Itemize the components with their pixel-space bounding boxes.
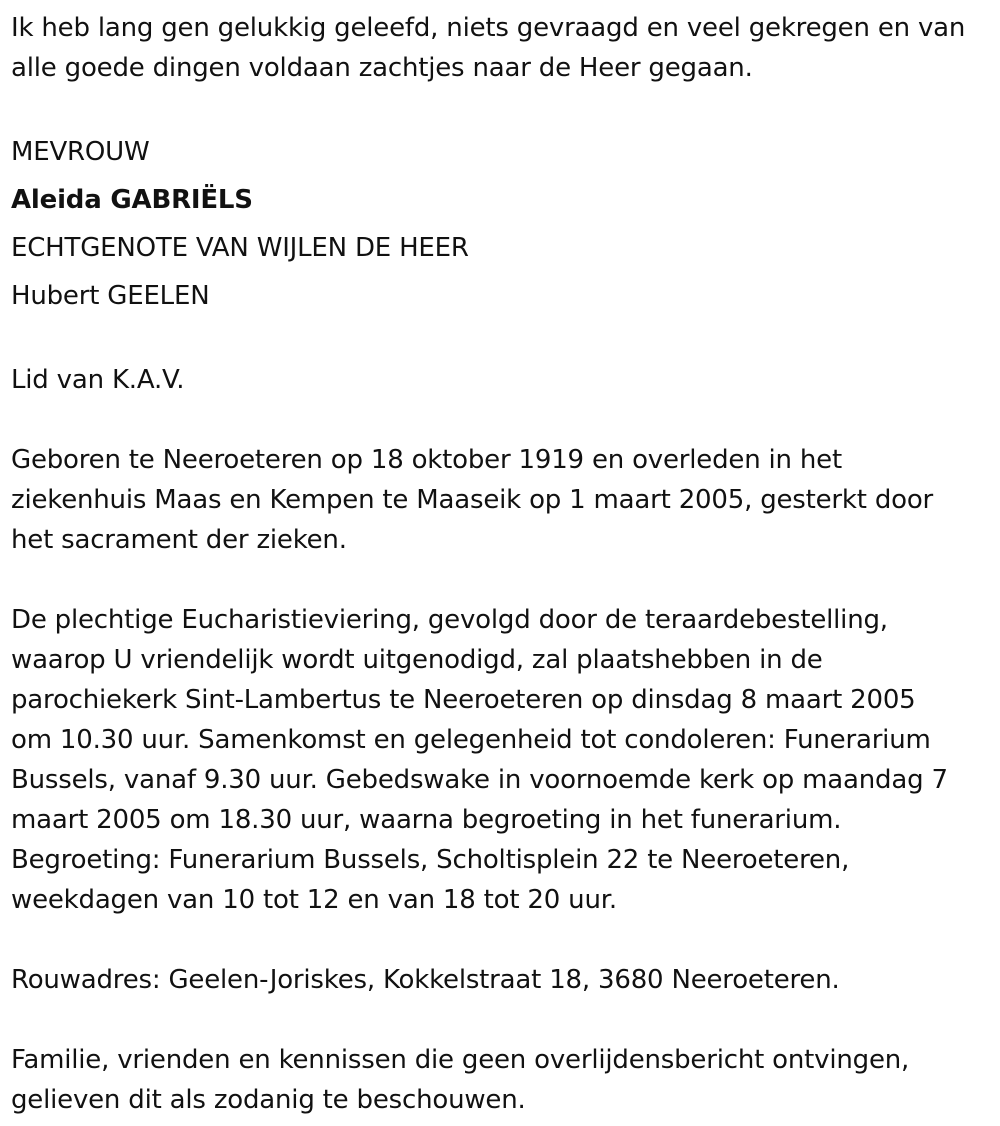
spouse-name: Hubert GEELEN bbox=[11, 281, 210, 311]
ceremony-line: parochiekerk Sint-Lambertus te Neeroeteren op dinsdag 8 maart 2005 bbox=[11, 685, 916, 715]
closing-line: Familie, vrienden en kennissen die geen overlijdensbericht ontvingen, bbox=[11, 1045, 910, 1075]
relation: ECHTGENOTE VAN WIJLEN DE HEER bbox=[11, 233, 469, 263]
ceremony-paragraph bbox=[11, 600, 996, 920]
closing-line: gelieven dit als zodanig te beschouwen. bbox=[11, 1085, 526, 1115]
ceremony-line: De plechtige Eucharistieviering, gevolgd door de teraardebestelling, bbox=[11, 605, 888, 635]
membership-paragraph bbox=[11, 360, 996, 400]
opening-verse bbox=[11, 8, 996, 88]
mourning-address: Rouwadres: Geelen-Joriskes, Kokkelstraat 18, 3680 Neeroeteren. bbox=[11, 965, 840, 995]
ceremony-line: om 10.30 uur. Samenkomst en gelegenheid tot condoleren: Funerarium bbox=[11, 725, 931, 755]
mourning-address-paragraph bbox=[11, 960, 996, 1000]
death-notice bbox=[11, 8, 996, 1120]
opening-line: alle goede dingen voldaan zachtjes naar de Heer gegaan. bbox=[11, 53, 753, 83]
membership: Lid van K.A.V. bbox=[11, 365, 185, 395]
ceremony-line: weekdagen van 10 tot 12 en van 18 tot 20 uur. bbox=[11, 885, 617, 915]
ceremony-line: maart 2005 om 18.30 uur, waarna begroeting in het funerarium. bbox=[11, 805, 842, 835]
birth-death-paragraph bbox=[11, 440, 996, 560]
birth-death-line: het sacrament der zieken. bbox=[11, 525, 347, 555]
deceased-block bbox=[11, 128, 996, 320]
deceased-name: Aleida GABRIËLS bbox=[11, 185, 253, 215]
birth-death-line: Geboren te Neeroeteren op 18 oktober 1919 en overleden in het bbox=[11, 445, 842, 475]
ceremony-line: Bussels, vanaf 9.30 uur. Gebedswake in voornoemde kerk op maandag 7 bbox=[11, 765, 948, 795]
salutation: MEVROUW bbox=[11, 137, 150, 167]
ceremony-line: Begroeting: Funerarium Bussels, Scholtisplein 22 te Neeroeteren, bbox=[11, 845, 850, 875]
birth-death-line: ziekenhuis Maas en Kempen te Maaseik op 1 maart 2005, gesterkt door bbox=[11, 485, 934, 515]
closing-paragraph bbox=[11, 1040, 996, 1120]
opening-line: Ik heb lang gen gelukkig geleefd, niets gevraagd en veel gekregen en van bbox=[11, 13, 966, 43]
ceremony-line: waarop U vriendelijk wordt uitgenodigd, zal plaatshebben in de bbox=[11, 645, 823, 675]
